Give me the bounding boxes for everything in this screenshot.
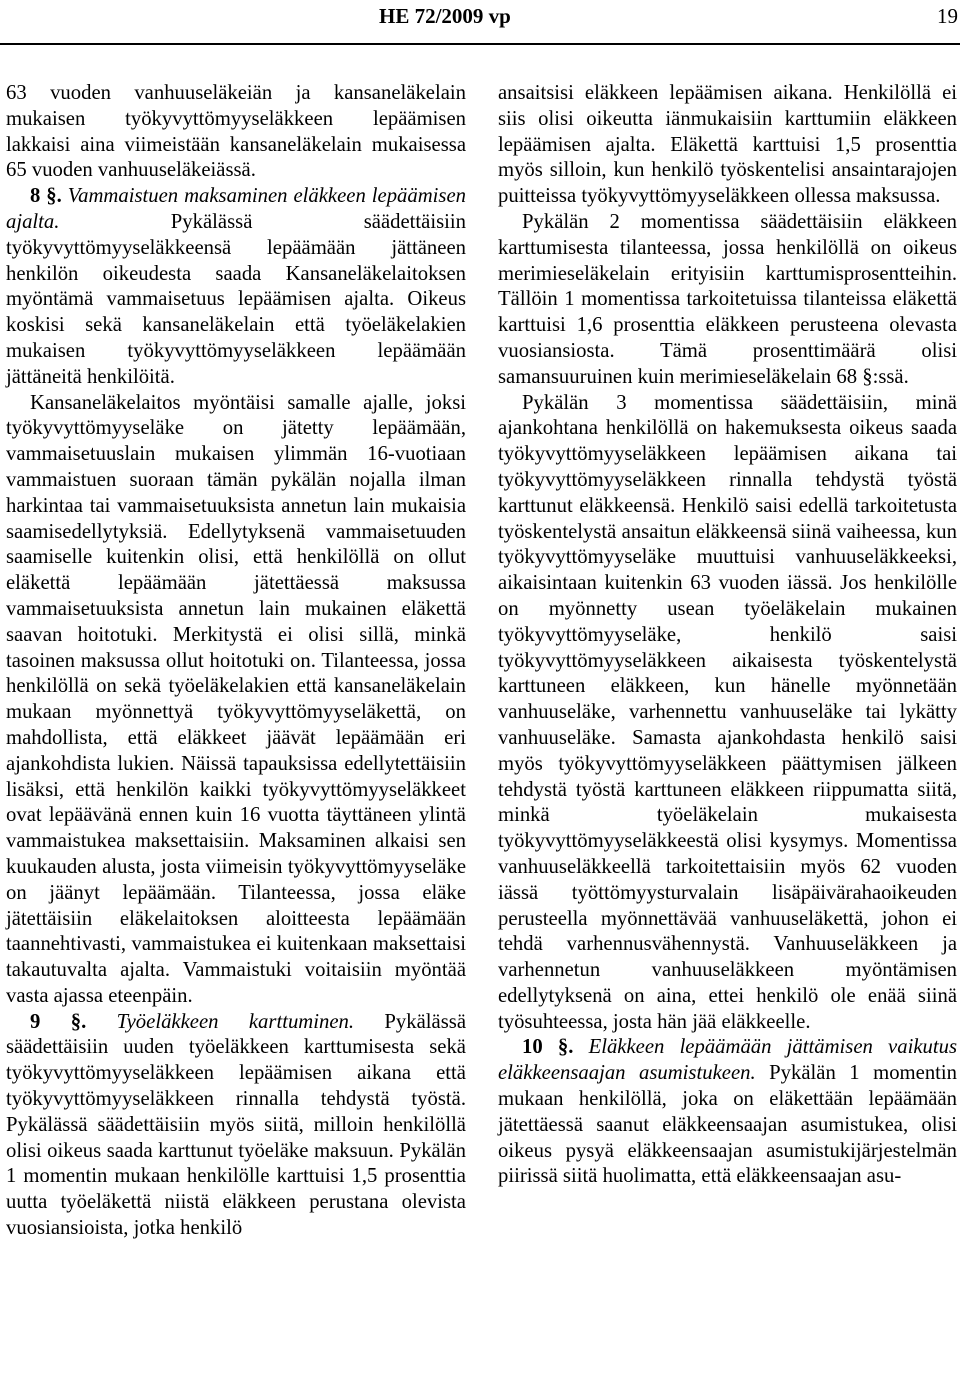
- section-number: 8 §.: [30, 185, 62, 208]
- paragraph: ansaitsisi eläkkeen lepäämisen aikana. Henkilöllä ei siis olisi oikeutta iänmukaisiin karttumiin eläkkeen lepäämisen ajalta. Eläkettä karttuisi 1,5 prosenttia myös silloin, kun henkilö työskentelisi ansaintarajojen puitteissa työkyvyttömyyseläkkeen ollessa maksussa.: [498, 82, 957, 208]
- section-number: 10 §.: [522, 1036, 574, 1059]
- header-rule: [0, 43, 960, 45]
- paragraph: Pykälän 2 momentissa säädettäisiin eläkkeen karttumisesta tilanteessa, jossa henkilöllä on oikeus merimieseläkelain erityisiin karttumisprosentteihin. Tällöin 1 momentissa tarkoitetuissa tilanteissa eläkettä karttuisi 1,6 prosenttia eläkkeen perusteena olevasta vuosiansiosta. Tämä prosenttimäärä olisi samansuuruinen kuin merimieseläkelain 68 §:ssä.: [498, 210, 957, 388]
- page-header: [0, 0, 960, 50]
- paragraph: 63 vuoden vanhuuseläkeiän ja kansaneläkelain mukaisen työkyvyttömyyseläkkeen lepäämisen lakkaisi aina viimeistään kansaneläkelain mukaisessa 65 vuoden vanhuuseläkeiässä.: [6, 82, 466, 182]
- section-8-paragraph: [6, 184, 466, 390]
- paragraph-text: Pykälässä säädettäisiin uuden työeläkkeen karttumisesta sekä työkyvyttömyyseläkkeen lepäämisen aikana että työkyvyttömyyseläkkeen rinnalla tehdystä työstä. Pykälässä säädettäisiin myös siitä, milloin henkilöllä olisi oikeus saada karttunut työeläke maksuun. Pykälän 1 momentin mukaan henkilölle karttuisi 1,5 prosenttia uutta työeläkettä niistä eläkkeen perustana olevista vuosiansioista, jotka henkilö: [6, 1010, 466, 1240]
- section-title: Eläkkeen lepäämään jättämisen vaikutus eläkkeensaajan asumistukeen.: [498, 1036, 957, 1085]
- section-10-paragraph: [498, 1035, 957, 1190]
- page-number: 19: [937, 4, 958, 28]
- left-column: [6, 81, 466, 1242]
- running-title: HE 72/2009 vp: [379, 4, 511, 28]
- paragraph-text: Pykälän 1 momentin mukaan henkilöllä, joka on eläkettään lepäämään jätettäessä saanut eläkkeensaajan asumistukea, olisi oikeus pysyä eläkkeensaajan asumistukijärjestelmän piirissä siitä huolimatta, että eläkkeensaajan asu-: [498, 1062, 958, 1188]
- paragraph: Kansaneläkelaitos myöntäisi samalle ajalle, joksi työkyvyttömyyseläke on jätetty lepäämään, vammaisetuuslain mukaisen ylimmän 16-vuotiaan vammaistuen suoraan tämän pykälän nojalla ilman harkintaa tai vammaisetuuksista annetun lain mukaisia saamisedellytyksiä. Edellytyksenä vammaisetuuden saamiselle kuitenkin olisi, että henkilöllä on ollut eläkettä lepäämään jätettäessä maksussa vammaisetuuksista annetun lain mukainen eläkettä saavan hoitotuki. Merkitystä ei olisi sillä, minkä tasoinen maksussa ollut hoitotuki on. Tilanteessa, jossa henkilöllä on sekä työeläkelakien että kansaneläkelain mukaan myönnettyä työkyvyttömyyseläkettä, on mahdollista, että eläkkeet jäävät lepäämään eri ajankohdista lukien. Näissä tapauksissa edellytettäisiin lisäksi, että henkilön kaikki työkyvyttömyyseläkkeet ovat lepäävänä ennen kuin 16 vuotta täyttäneen ylintä vammaistukea maksettaisiin. Maksaminen alkaisi sen kuukauden alusta, josta viimeisin työkyvyttömyyseläke on jäänyt lepäämään. Tilanteessa, jossa eläke jätettäisiin eläkelaitoksen aloitteesta lepäämään taannehtivasti, vammaistukea ei kuitenkaan maksettaisi takautuvalta ajalta. Vammaistuki voitaisiin myöntää vasta ajassa eteenpäin.: [6, 391, 466, 1007]
- section-title: Työeläkkeen karttuminen.: [116, 1010, 355, 1033]
- right-column: [498, 81, 957, 1190]
- section-9-paragraph: [6, 1010, 466, 1242]
- section-title: Vammaistuen maksaminen eläkkeen lepäämisen ajalta.: [6, 185, 466, 233]
- section-number: 9 §.: [30, 1010, 87, 1033]
- paragraph-text: Pykälässä säädettäisiin työkyvyttömyyseläkkeensä lepäämään jättäneen henkilön oikeudesta saada Kansaneläkelaitoksen myöntämä vammaisetuus lepäämisen ajalta. Oikeus koskisi sekä kansaneläkelain että työeläkelakien mukaisen työkyvyttömyyseläkkeen lepäämään jättäneitä henkilöitä.: [6, 210, 466, 388]
- paragraph: Pykälän 3 momentissa säädettäisiin, minä ajankohtana henkilöllä on hakemuksesta oikeus saada työkyvyttömyyseläkkeen lepäämisen aikana tai työkyvyttömyyseläkkeen rinnalla tehdystä työstä karttunut eläkkeensä. Henkilö saisi edellä tarkoitetusta työskentelystä ansaitun eläkkeensä siinä vaiheessa, kun työkyvyttömyyseläke muuttuisi vanhuuseläkkeeksi, aikaisintaan kuitenkin 63 vuoden iässä. Jos henkilölle on myönnetty usean työeläkelain mukainen työkyvyttömyyseläke, henkilö saisi työkyvyttömyyseläkkeen aikaisesta työskentelystä karttuneen eläkkeen, kun hänelle myönnetään vanhuuseläke, varhennettu vanhuuseläke tai lykätty vanhuuseläke. Samasta ajankohdasta henkilö saisi myös työkyvyttömyyseläkkeen päättymisen jälkeen tehdystä työstä karttuneen eläkkeen riippumatta siitä, minkä työeläkelain mukaisesta työkyvyttömyyseläkkeestä olisi kysymys. Momentissa vanhuuseläkkeellä tarkoitettaisiin myös 62 vuoden iässä työttömyysturvalain lisäpäivärahaoikeuden perusteella myönnettävää vanhuuseläkettä, johon ei tehdä varhennusvähennystä. Vanhuuseläkkeen ja varhennetun vanhuuseläkkeen myöntämisen edellytyksenä on aina, ettei henkilö ole enää siinä työsuhteessa, josta hän jää eläkkeelle.: [498, 391, 957, 1033]
